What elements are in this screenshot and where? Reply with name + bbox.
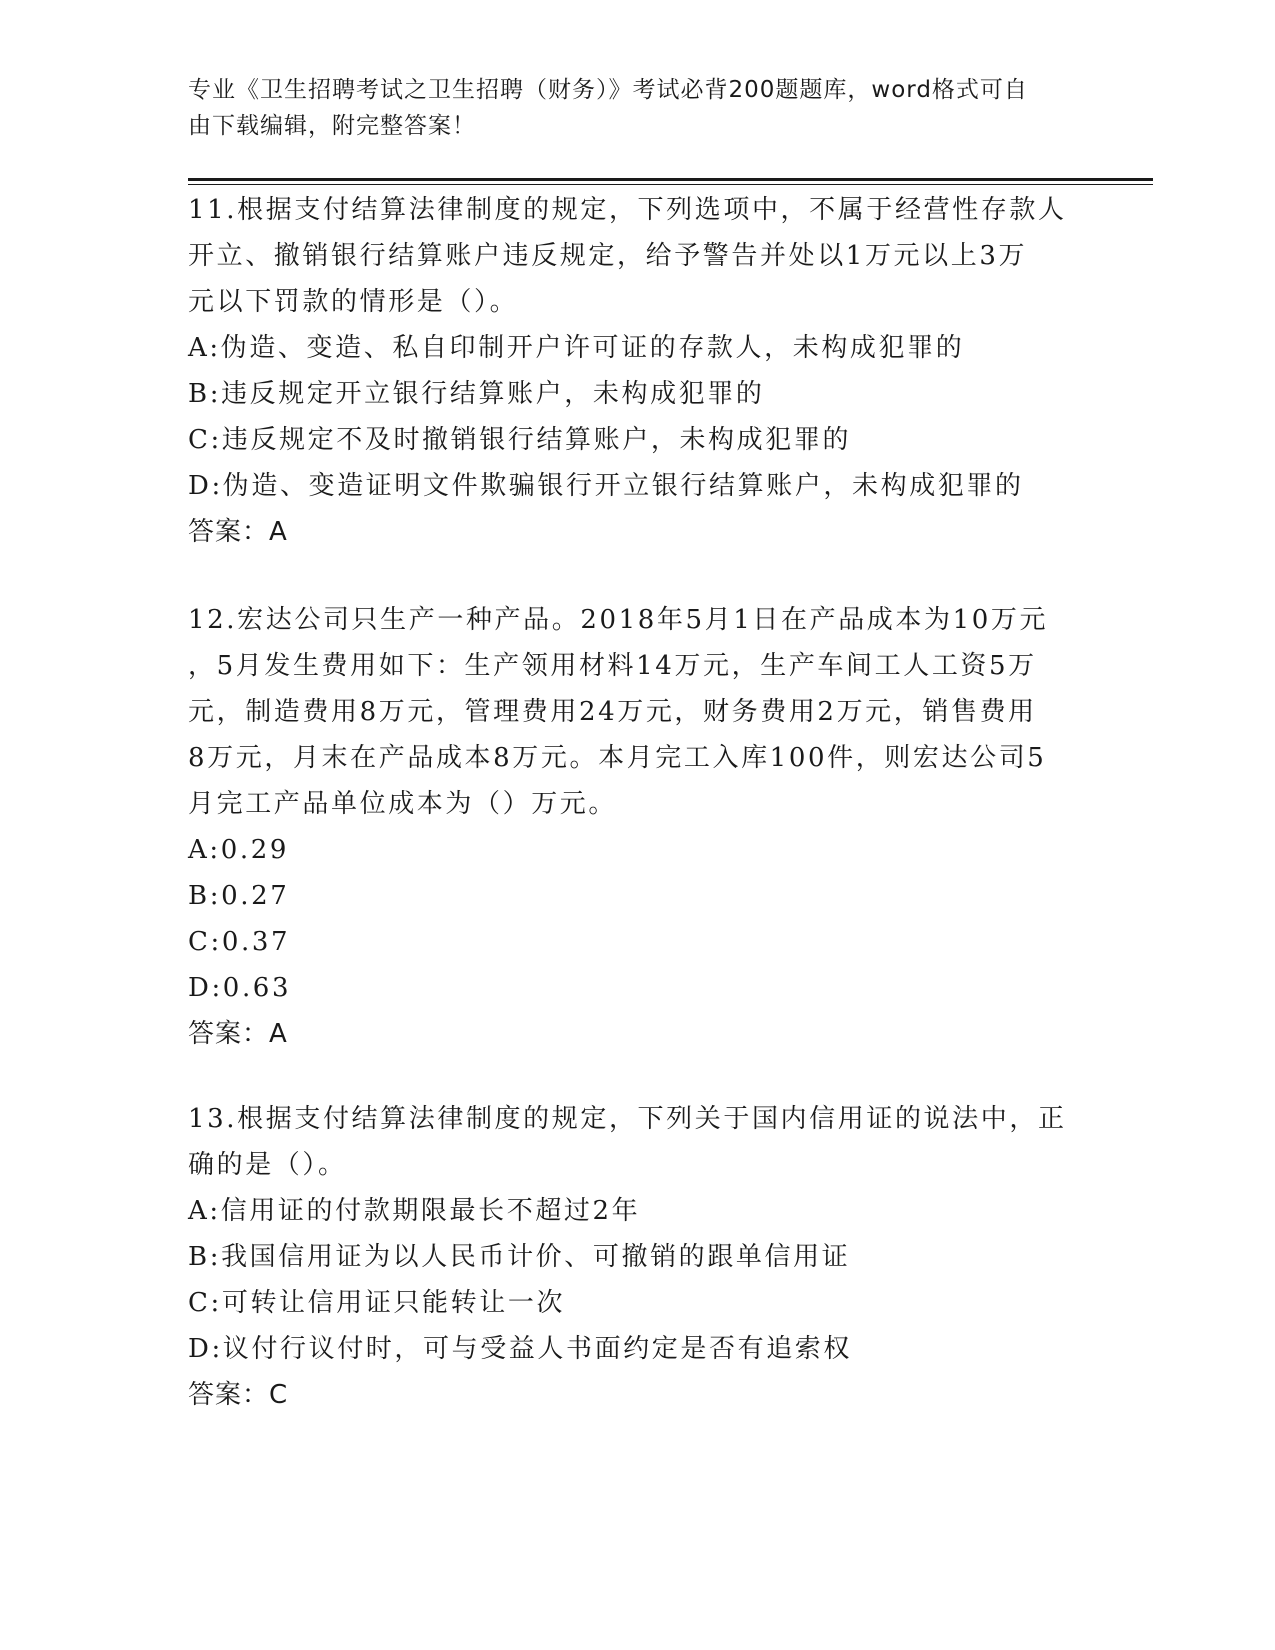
option-d: D:伪造、变造证明文件欺骗银行开立银行结算账户，未构成犯罪的 bbox=[188, 471, 1024, 501]
document-header bbox=[188, 72, 1068, 144]
option-d: D:0.63 bbox=[188, 973, 292, 1003]
question-stem-line: ，5月发生费用如下：生产领用材料14万元，生产车间工人工资5万 bbox=[188, 651, 1037, 681]
question-11 bbox=[188, 187, 1078, 555]
option-a: A:伪造、变造、私自印制开户许可证的存款人，未构成犯罪的 bbox=[188, 333, 965, 363]
header-divider-thick bbox=[188, 178, 1153, 181]
answer-line: 答案：C bbox=[188, 1380, 289, 1410]
option-d: D:议付行议付时，可与受益人书面约定是否有追索权 bbox=[188, 1334, 853, 1364]
option-a: A:0.29 bbox=[188, 835, 290, 865]
question-stem-line: 确的是（）。 bbox=[188, 1150, 347, 1180]
question-stem-line: 元，制造费用8万元，管理费用24万元，财务费用2万元，销售费用 bbox=[188, 697, 1037, 727]
question-stem-line: 元以下罚款的情形是（）。 bbox=[188, 287, 519, 317]
question-stem-line: 8万元，月末在产品成本8万元。本月完工入库100件，则宏达公司5 bbox=[188, 743, 1047, 773]
header-divider-thin bbox=[188, 184, 1153, 185]
question-stem-line: 开立、撤销银行结算账户违反规定，给予警告并处以1万元以上3万 bbox=[188, 241, 1028, 271]
question-stem-line: 13.根据支付结算法律制度的规定，下列关于国内信用证的说法中，正 bbox=[188, 1104, 1067, 1134]
answer-line: 答案：A bbox=[188, 1019, 288, 1049]
option-c: C:可转让信用证只能转让一次 bbox=[188, 1288, 566, 1318]
answer-line: 答案：A bbox=[188, 517, 288, 547]
header-line-2: 由下载编辑，附完整答案！ bbox=[188, 113, 476, 139]
question-12 bbox=[188, 597, 1078, 1057]
option-c: C:0.37 bbox=[188, 927, 291, 957]
option-c: C:违反规定不及时撤销银行结算账户，未构成犯罪的 bbox=[188, 425, 852, 455]
question-stem-line: 11.根据支付结算法律制度的规定，下列选项中，不属于经营性存款人 bbox=[188, 195, 1067, 225]
header-line-1: 专业《卫生招聘考试之卫生招聘（财务）》考试必背200题题库，word格式可自 bbox=[188, 77, 1028, 103]
question-stem-line: 12.宏达公司只生产一种产品。2018年5月1日在产品成本为10万元 bbox=[188, 605, 1049, 635]
question-13 bbox=[188, 1096, 1078, 1418]
option-b: B:违反规定开立银行结算账户，未构成犯罪的 bbox=[188, 379, 765, 409]
option-b: B:0.27 bbox=[188, 881, 290, 911]
question-stem-line: 月完工产品单位成本为（）万元。 bbox=[188, 789, 618, 819]
option-b: B:我国信用证为以人民币计价、可撤销的跟单信用证 bbox=[188, 1242, 851, 1272]
option-a: A:信用证的付款期限最长不超过2年 bbox=[188, 1196, 641, 1226]
